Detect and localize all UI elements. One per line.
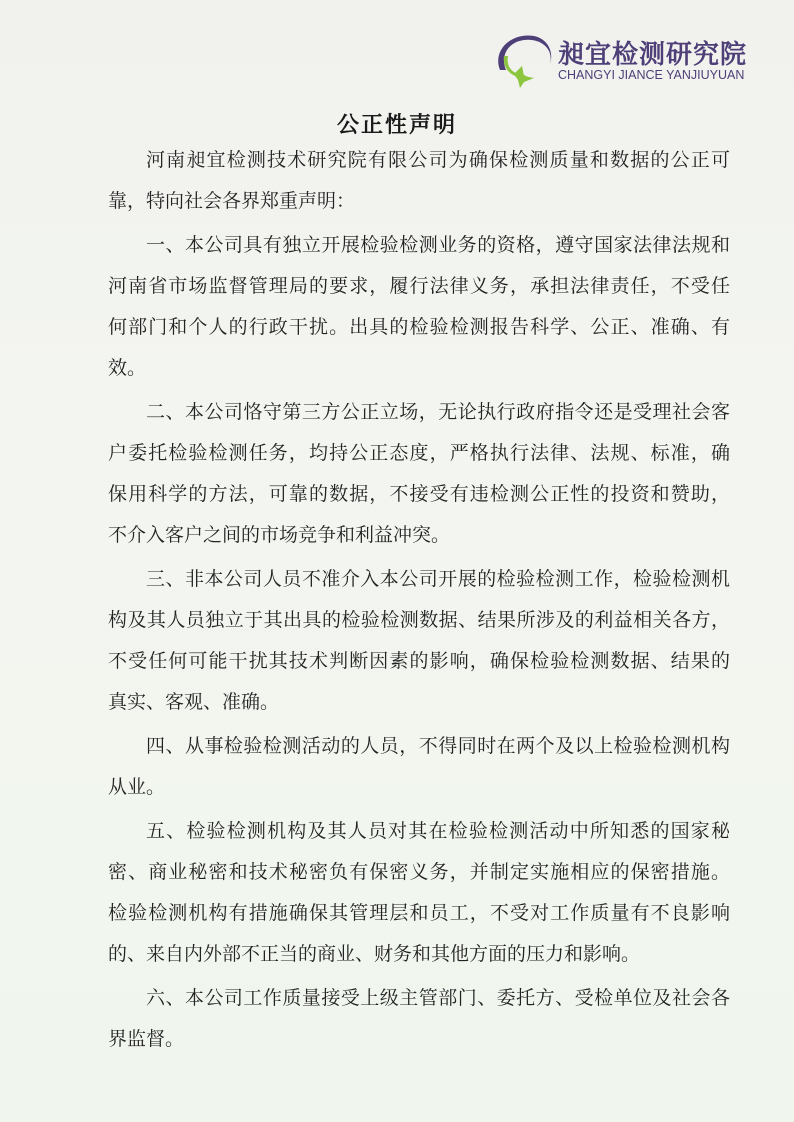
text-line: 不受任何可能干扰其技术判断因素的影响，确保检验检测数据、结果的 xyxy=(108,650,730,672)
text-line: 河南昶宜检测技术研究院有限公司为确保检测质量和数据的公正可 xyxy=(146,149,730,171)
document-title: 公正性声明 xyxy=(336,113,457,138)
paragraph xyxy=(108,392,730,556)
text-line: 构及其人员独立于其出具的检验检测数据、结果所涉及的利益相关各方， xyxy=(108,609,730,631)
paragraph xyxy=(108,978,730,1060)
paragraph xyxy=(108,726,730,808)
text-line: 四、从事检验检测活动的人员，不得同时在两个及以上检验检测机构 xyxy=(146,735,730,757)
document-body xyxy=(108,140,730,1063)
text-line: 界监督。 xyxy=(108,1028,185,1050)
text-line: 保用科学的方法，可靠的数据，不接受有违检测公正性的投资和赞助， xyxy=(108,483,730,505)
paragraph xyxy=(108,140,730,222)
text-line: 效。 xyxy=(108,357,147,379)
text-line: 户委托检验检测任务，均持公正态度，严格执行法律、法规、标准，确 xyxy=(108,442,730,464)
company-logo xyxy=(492,30,752,90)
paragraph xyxy=(108,811,730,975)
text-line: 二、本公司恪守第三方公正立场，无论执行政府指令还是受理社会客 xyxy=(146,401,730,423)
text-line: 的、来自内外部不正当的商业、财务和其他方面的压力和影响。 xyxy=(108,943,641,965)
text-line: 五、检验检测机构及其人员对其在检验检测活动中所知悉的国家秘 xyxy=(146,820,730,842)
logo-emblem-icon xyxy=(492,30,556,90)
text-line: 真实、客观、准确。 xyxy=(108,691,280,713)
text-line: 不介入客户之间的市场竞争和利益冲突。 xyxy=(108,524,451,546)
logo-name-cn: 昶宜检测研究院 xyxy=(558,40,748,70)
text-line: 从业。 xyxy=(108,776,166,798)
text-line: 靠，特向社会各界郑重声明： xyxy=(108,190,356,212)
paragraph xyxy=(108,225,730,389)
text-line: 检验检测机构有措施确保其管理层和员工，不受对工作质量有不良影响 xyxy=(108,902,730,924)
logo-name-en: CHANGYI JIANCE YANJIUYUAN xyxy=(558,68,745,82)
paragraph xyxy=(108,559,730,723)
text-line: 河南省市场监督管理局的要求，履行法律义务，承担法律责任，不受任 xyxy=(108,275,730,297)
text-line: 六、本公司工作质量接受上级主管部门、委托方、受检单位及社会各 xyxy=(146,987,730,1009)
text-line: 密、商业秘密和技术秘密负有保密义务，并制定实施相应的保密措施。 xyxy=(108,861,730,883)
text-line: 三、非本公司人员不准介入本公司开展的检验检测工作，检验检测机 xyxy=(146,568,730,590)
text-line: 一、本公司具有独立开展检验检测业务的资格，遵守国家法律法规和 xyxy=(146,234,730,256)
text-line: 何部门和个人的行政干扰。出具的检验检测报告科学、公正、准确、有 xyxy=(108,316,730,338)
